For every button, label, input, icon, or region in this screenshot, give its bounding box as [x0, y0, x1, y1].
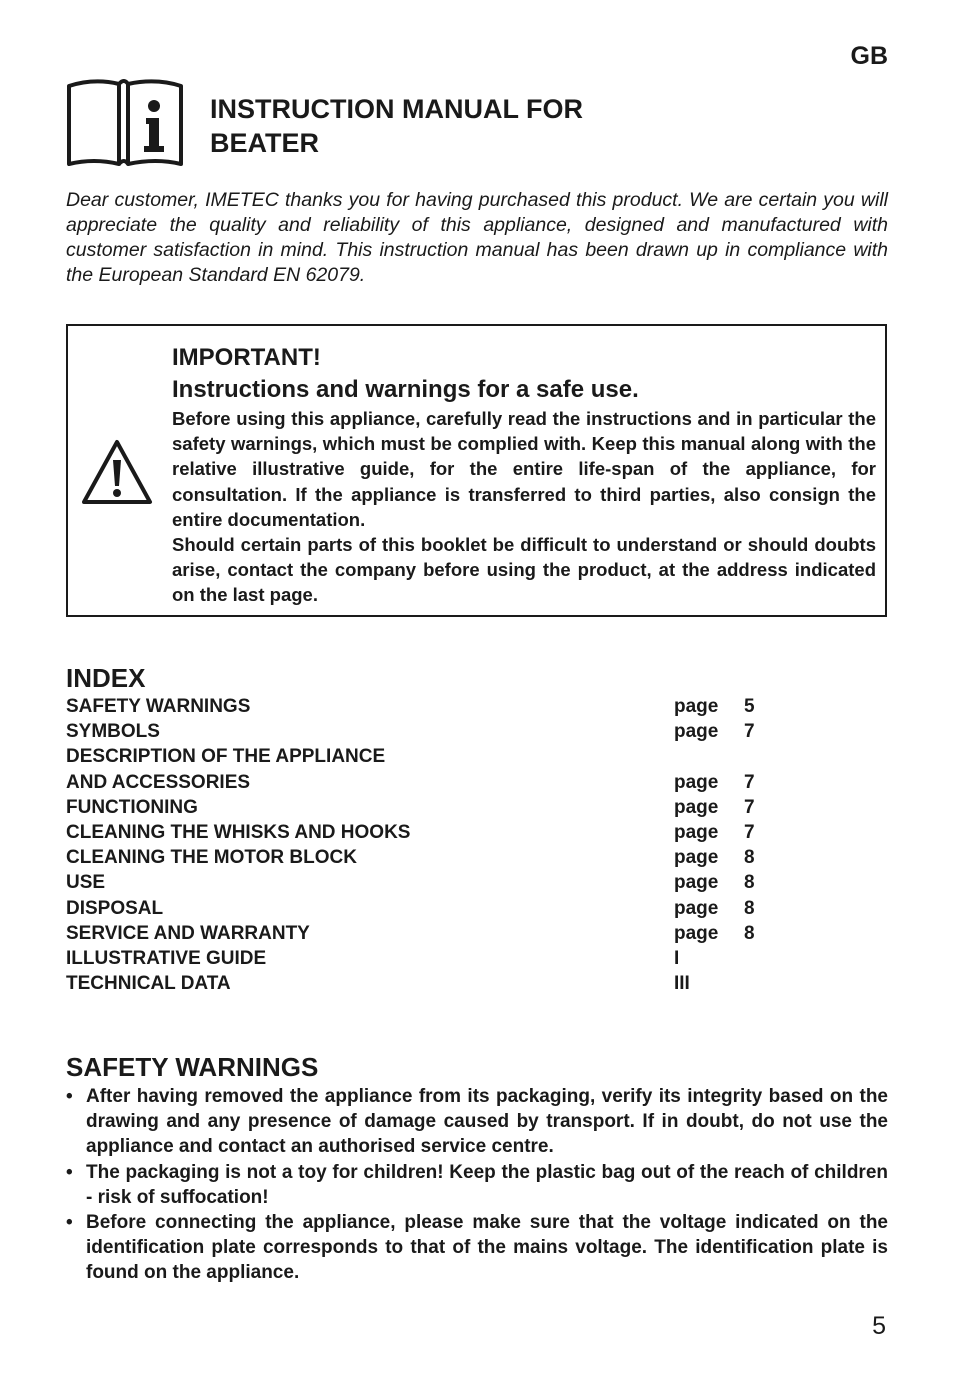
index-row: [66, 870, 786, 895]
index-row-page-word: I: [674, 947, 680, 969]
index-row-label: SERVICE AND WARRANTY: [66, 922, 310, 944]
important-subheading: Instructions and warnings for a safe use.: [172, 376, 639, 403]
important-content: [172, 342, 876, 608]
safety-warning-text: The packaging is not a toy for children! Keep the plastic bag out of the reach of children - risk of suffocation!: [86, 1161, 888, 1208]
index-row-page-number: 8: [744, 847, 755, 869]
index-row: [66, 971, 786, 996]
index-row: [66, 744, 786, 769]
index-row-page-word: page: [674, 721, 719, 743]
index-row-page-word: page: [674, 922, 719, 944]
index-row-page-word: page: [674, 771, 719, 793]
page-number: 5: [872, 1312, 886, 1340]
index-row: [66, 946, 786, 971]
bullet-icon: •: [66, 1212, 73, 1234]
safety-warning-item: [66, 1160, 888, 1210]
index-row-page-word: page: [674, 872, 719, 894]
safety-warnings-list: [66, 1084, 888, 1286]
intro-paragraph: Dear customer, IMETEC thanks you for having purchased this product. We are certain you will appreciate the quality and reliability of this appliance, designed and manufactured with customer satisfaction in mind. This instruction manual has been drawn up in compliance with the European Standard EN 62079.: [66, 189, 888, 286]
safety-warning-item: [66, 1210, 888, 1286]
index-row-label: FUNCTIONING: [66, 796, 198, 818]
index-row-label: DESCRIPTION OF THE APPLIANCE: [66, 746, 386, 768]
index-row: [66, 719, 786, 744]
safety-warning-text: Before connecting the appliance, please make sure that the voltage indicated on the identification plate corresponds to that of the mains voltage. The identification plate is found on the appliance.: [86, 1212, 888, 1284]
index-row-page-word: page: [674, 796, 719, 818]
index-row: [66, 921, 786, 946]
index-row: [66, 896, 786, 921]
important-paragraph-2: Should certain parts of this booklet be difficult to understand or should doubts arise, contact the company before using the product, at the address indicated on the last page.: [172, 534, 876, 606]
index-row-page-number: 8: [744, 922, 755, 944]
index-row-label: CLEANING THE MOTOR BLOCK: [66, 847, 357, 869]
index-list: [66, 694, 786, 996]
safety-warning-item: [66, 1084, 888, 1160]
important-paragraph-1: Before using this appliance, carefully read the instructions and in particular the safety warnings, which must be complied with. Keep this manual along with the relative illustrative guide, for the entire life-span of the appliance, for consultation. If the appliance is transferred to third parties, also consign the entire documentation.: [172, 408, 876, 530]
index-row-page-number: 8: [744, 897, 755, 919]
title-line-2: BEATER: [210, 128, 320, 158]
index-row-label: SYMBOLS: [66, 721, 160, 743]
index-row-page-word: page: [674, 897, 719, 919]
index-row-page-number: 7: [744, 721, 755, 743]
index-row: [66, 845, 786, 870]
important-box: [66, 324, 887, 617]
index-row: [66, 820, 786, 845]
index-row-label: ILLUSTRATIVE GUIDE: [66, 947, 267, 969]
index-row-page-word: page: [674, 821, 719, 843]
index-row-label: TECHNICAL DATA: [66, 973, 231, 995]
bullet-icon: •: [66, 1086, 73, 1107]
index-row-page-word: III: [674, 973, 690, 995]
safety-warnings-heading: SAFETY WARNINGS: [66, 1052, 319, 1082]
index-row-label: AND ACCESSORIES: [66, 771, 251, 793]
index-row-label: CLEANING THE WHISKS AND HOOKS: [66, 821, 411, 843]
index-row-page-number: 7: [744, 796, 755, 818]
warning-triangle-icon: [80, 438, 154, 506]
index-row-page-word: page: [674, 696, 719, 717]
index-row-page-number: 7: [744, 821, 755, 843]
index-row-page-number: 7: [744, 771, 755, 793]
info-book-icon: [64, 76, 186, 168]
index-row-page-number: 8: [744, 872, 755, 894]
index-row-label: DISPOSAL: [66, 897, 164, 919]
index-row-page-word: page: [674, 847, 719, 869]
index-row-label: SAFETY WARNINGS: [66, 696, 251, 717]
index-row-label: USE: [66, 872, 106, 894]
index-row: [66, 795, 786, 820]
index-row: [66, 770, 786, 795]
safety-warning-text: After having removed the appliance from its packaging, verify its integrity based on the drawing and any presence of damage caused by transport. If in doubt, do not use the appliance and contact an authorised service centre.: [86, 1086, 888, 1158]
title-line-1: INSTRUCTION MANUAL FOR: [210, 94, 583, 124]
page-title: [210, 92, 583, 160]
bullet-icon: •: [66, 1161, 73, 1183]
language-code: GB: [850, 42, 888, 70]
index-row: [66, 694, 786, 719]
index-row-page-number: 5: [744, 696, 755, 717]
index-heading: INDEX: [66, 663, 146, 693]
important-heading: IMPORTANT!: [172, 344, 321, 371]
